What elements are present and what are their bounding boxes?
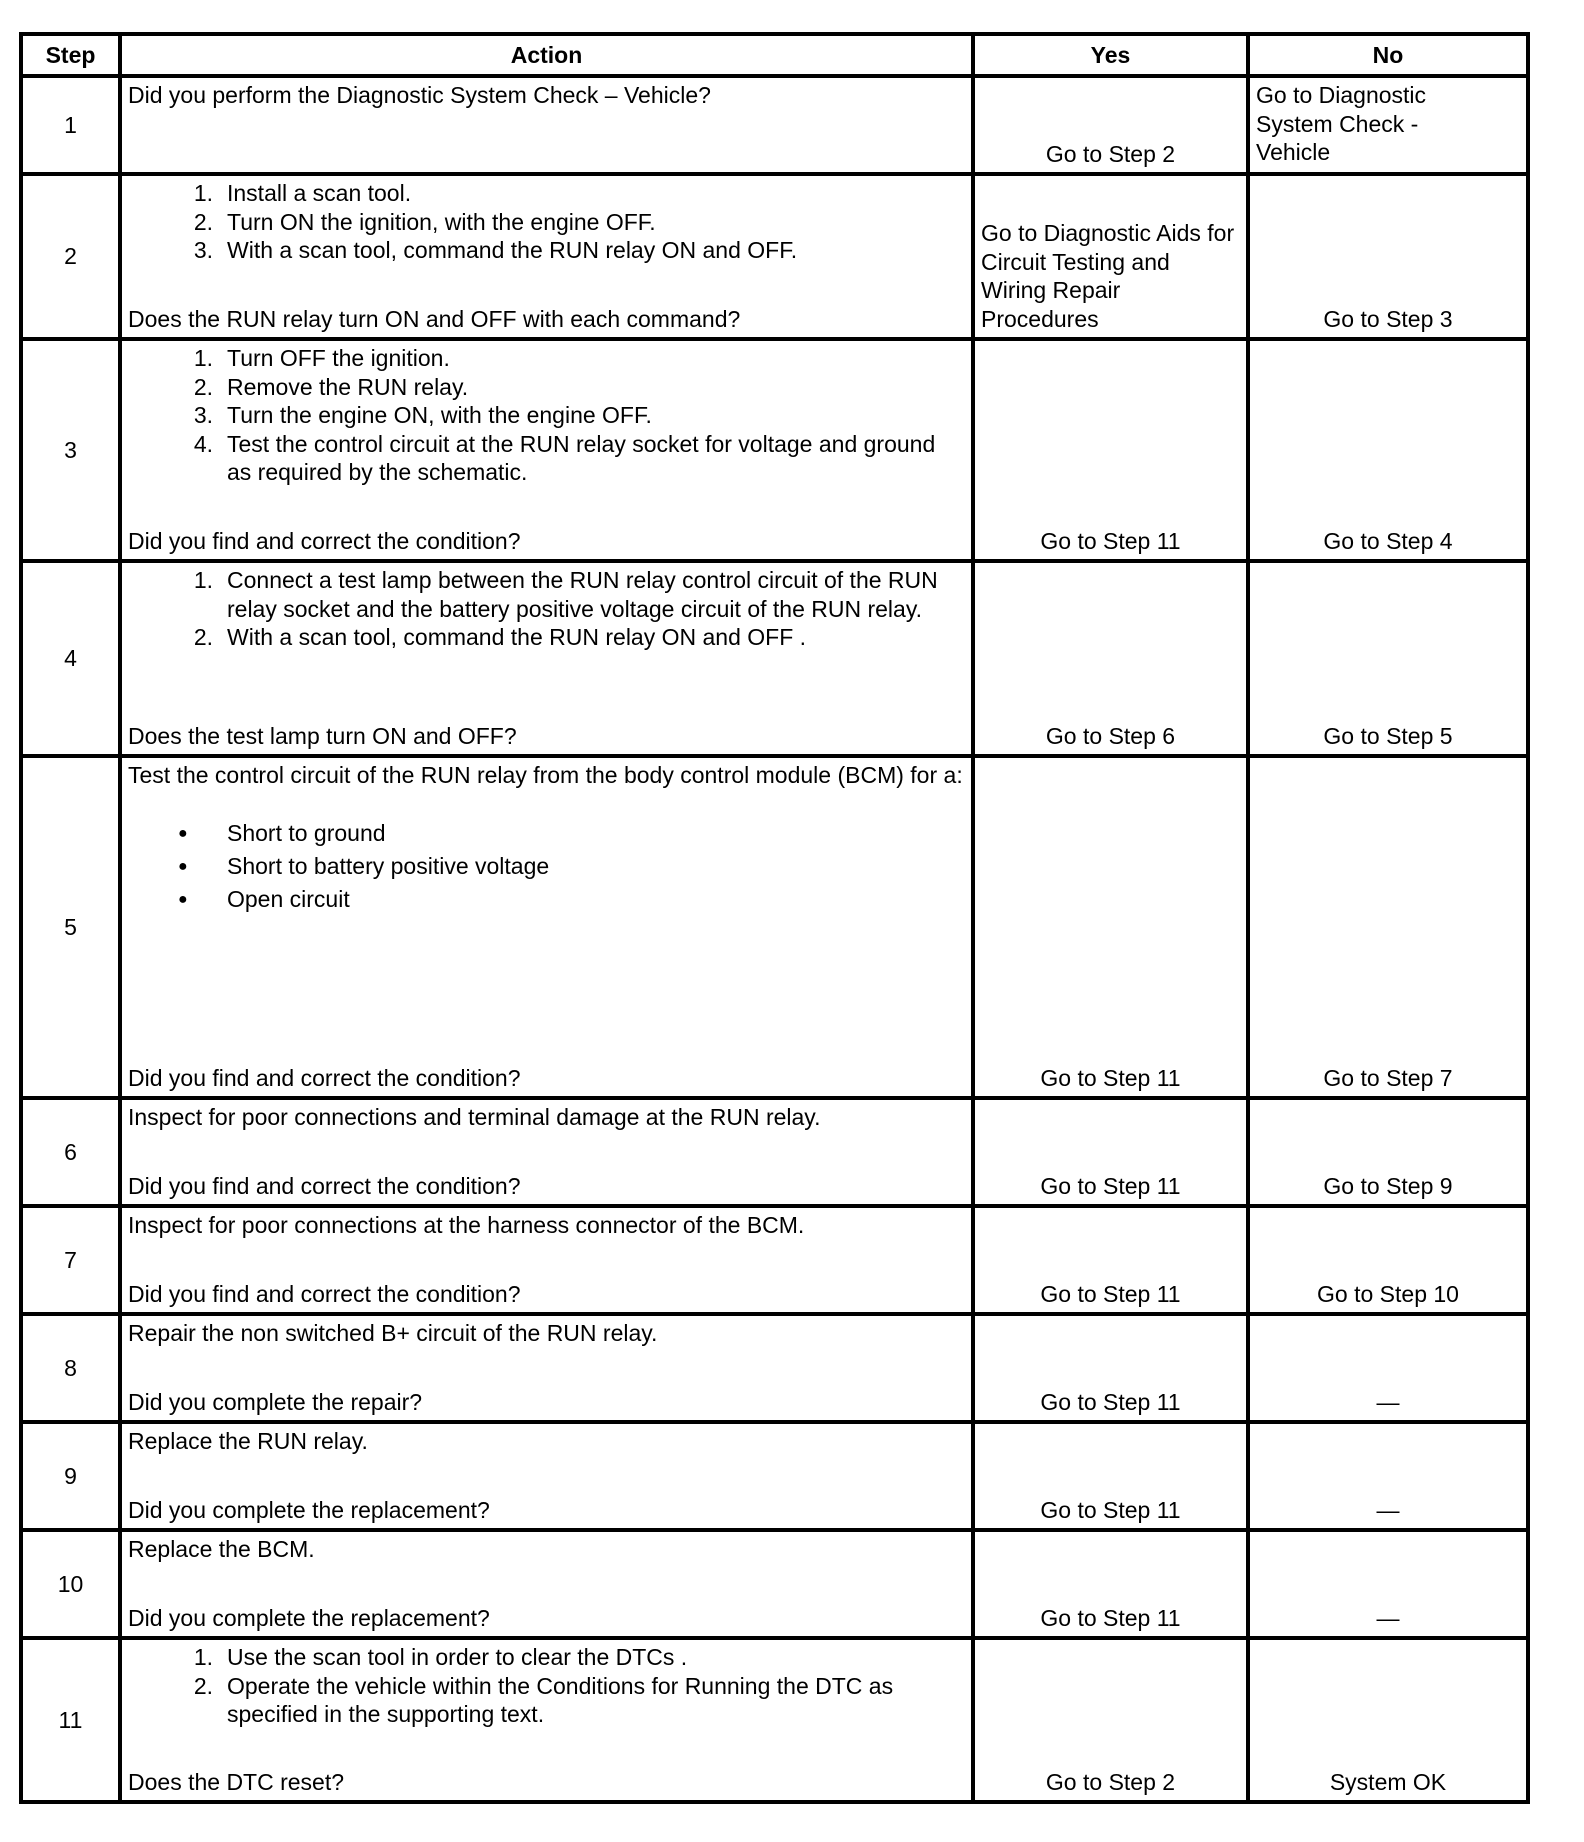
step-number: 2 [21,174,120,339]
action-cell [120,1638,973,1802]
action-instruction: Replace the RUN relay. [128,1428,368,1454]
yes-cell [973,756,1248,1098]
action-question: Did you find and correct the condition? [128,1064,521,1091]
step-number: 3 [21,339,120,561]
list-item [128,883,965,916]
no-outcome: — [1376,1604,1400,1631]
list-item [128,236,965,265]
no-outcome: Go to Step 3 [1323,305,1453,332]
action-instruction: Inspect for poor connections and terminal damage at the RUN relay. [128,1104,821,1130]
step-number: 5 [21,756,120,1098]
yes-cell [973,1638,1248,1802]
yes-cell [973,1422,1248,1530]
numbered-list [128,566,965,652]
list-item [128,179,965,208]
table-row [21,174,1528,339]
yes-outcome: Go to Step 6 [1045,722,1176,749]
header-action: Action [120,34,973,76]
header-yes: Yes [973,34,1248,76]
list-number: 4. [193,430,213,457]
list-item-text: With a scan tool, command the RUN relay ON and OFF. [227,237,798,263]
step-number: 11 [21,1638,120,1802]
no-cell [1248,339,1528,561]
no-outcome: Go to Step 9 [1323,1172,1453,1199]
action-question: Did you complete the replacement? [128,1604,490,1631]
bullet-icon: ● [178,857,188,875]
no-outcome: Go to Step 4 [1323,527,1453,554]
action-question: Did you find and correct the condition? [128,1172,521,1199]
list-item-text: Short to battery positive voltage [227,852,550,879]
no-outcome: Go to Step 7 [1323,1064,1453,1091]
no-outcome: Go to Step 5 [1323,722,1453,749]
yes-outcome: Go to Step 2 [1045,1768,1176,1795]
table-row [21,561,1528,756]
action-cell [120,1206,973,1314]
no-outcome: Go to Step 10 [1317,1280,1459,1307]
list-item-text: Turn the engine ON, with the engine OFF. [227,402,652,428]
step-number: 7 [21,1206,120,1314]
header-step: Step [21,34,120,76]
yes-cell [973,76,1248,174]
table-row [21,76,1528,174]
table-row [21,1638,1528,1802]
list-number: 1. [193,1644,213,1670]
no-cell [1248,561,1528,756]
no-cell [1248,756,1528,1098]
no-cell [1248,76,1528,174]
step-number: 1 [21,76,120,174]
yes-outcome: Go to Step 11 [1040,1388,1181,1415]
no-outcome: Go to Diagnostic System Check - Vehicle [1256,82,1427,165]
action-instruction: Replace the BCM. [128,1536,315,1562]
yes-outcome: Go to Step 11 [1040,1280,1181,1307]
action-question: Does the test lamp turn ON and OFF? [128,722,517,749]
action-question: Does the DTC reset? [128,1768,345,1795]
diagnostic-table [19,32,1530,1804]
action-question: Did you complete the repair? [128,1388,423,1415]
no-cell [1248,1638,1528,1802]
table-row [21,339,1528,561]
action-cell [120,756,973,1098]
no-cell [1248,1314,1528,1422]
action-cell [120,174,973,339]
list-number: 1. [193,567,213,593]
yes-outcome: Go to Diagnostic Aids for Circuit Testing and Wiring Repair Procedures [981,220,1235,332]
list-item-text: Open circuit [227,885,350,912]
yes-cell [973,1098,1248,1206]
list-number: 2. [193,1672,213,1699]
list-item [128,373,965,402]
numbered-list [128,1643,965,1729]
yes-outcome: Go to Step 11 [1040,1172,1181,1199]
action-instruction: Inspect for poor connections at the harness connector of the BCM. [128,1212,805,1238]
yes-cell [973,1530,1248,1638]
action-question: Did you find and correct the condition? [128,527,521,554]
list-number: 1. [193,180,213,206]
list-item [128,430,965,487]
list-number: 3. [193,237,213,263]
step-number: 6 [21,1098,120,1206]
list-item [128,623,965,652]
list-item-text: Short to ground [227,819,386,846]
yes-cell [973,1206,1248,1314]
numbered-list [128,179,965,265]
list-number: 1. [193,345,213,371]
no-cell [1248,174,1528,339]
table-body [21,76,1528,1802]
list-item-text: Operate the vehicle within the Conditions for Running the DTC as specified in the supporting text. [227,1672,894,1727]
header-no: No [1248,34,1528,76]
list-item-text: Remove the RUN relay. [227,373,469,400]
action-cell [120,1530,973,1638]
no-outcome: System OK [1329,1768,1447,1795]
action-cell [120,561,973,756]
bullet-icon: ● [178,824,188,842]
action-cell [120,1314,973,1422]
action-instruction: Repair the non switched B+ circuit of the RUN relay. [128,1320,658,1346]
table-row [21,756,1528,1098]
action-question: Did you find and correct the condition? [128,1280,521,1307]
yes-cell [973,339,1248,561]
action-instruction: Did you perform the Diagnostic System Check – Vehicle? [128,82,711,108]
step-number: 10 [21,1530,120,1638]
list-item-text: Use the scan tool in order to clear the DTCs . [227,1644,688,1670]
yes-cell [973,561,1248,756]
bullet-list [128,817,965,916]
no-outcome: — [1376,1388,1400,1415]
action-question: Does the RUN relay turn ON and OFF with each command? [128,305,741,332]
list-item [128,1643,965,1672]
table-row [21,1422,1528,1530]
action-cell [120,76,973,174]
yes-outcome: Go to Step 2 [1045,140,1176,167]
list-item [128,344,965,373]
list-item [128,208,965,237]
list-item-text: Connect a test lamp between the RUN relay control circuit of the RUN relay socket and the battery positive voltage circuit of the RUN relay. [227,567,938,622]
list-item [128,566,965,623]
table-row [21,1530,1528,1638]
numbered-list [128,344,965,487]
action-cell [120,1098,973,1206]
yes-cell [973,174,1248,339]
step-number: 4 [21,561,120,756]
table-row [21,1314,1528,1422]
list-number: 3. [193,402,213,428]
no-cell [1248,1206,1528,1314]
yes-cell [973,1314,1248,1422]
list-item [128,401,965,430]
table-row [21,1206,1528,1314]
list-item-text: Install a scan tool. [227,180,412,206]
list-number: 2. [193,624,213,650]
list-item-text: Turn OFF the ignition. [227,345,450,371]
step-number: 8 [21,1314,120,1422]
list-number: 2. [193,208,213,235]
list-item [128,817,965,850]
action-instruction: Test the control circuit of the RUN relay from the body control module (BCM) for a: [128,762,963,788]
action-cell [120,1422,973,1530]
header-row [21,34,1528,76]
yes-outcome: Go to Step 11 [1040,1496,1181,1523]
no-outcome: — [1376,1496,1400,1523]
table-row [21,1098,1528,1206]
list-item-text: Test the control circuit at the RUN relay socket for voltage and ground as required by the schematic. [227,430,936,485]
yes-outcome: Go to Step 11 [1040,1064,1181,1091]
no-cell [1248,1098,1528,1206]
list-number: 2. [193,373,213,400]
list-item [128,850,965,883]
action-cell [120,339,973,561]
list-item-text: Turn ON the ignition, with the engine OFF. [227,208,656,235]
no-cell [1248,1530,1528,1638]
step-number: 9 [21,1422,120,1530]
bullet-icon: ● [178,890,188,908]
action-question: Did you complete the replacement? [128,1496,490,1523]
no-cell [1248,1422,1528,1530]
yes-outcome: Go to Step 11 [1040,1604,1181,1631]
list-item [128,1672,965,1729]
list-item-text: With a scan tool, command the RUN relay ON and OFF . [227,624,807,650]
yes-outcome: Go to Step 11 [1040,527,1181,554]
